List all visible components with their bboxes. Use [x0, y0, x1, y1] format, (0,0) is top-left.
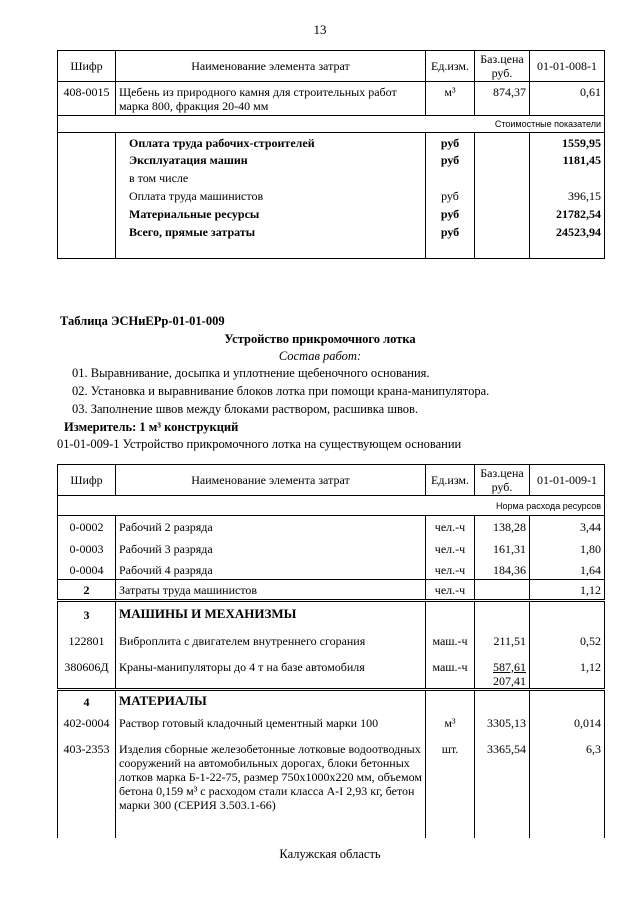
table-cell: 1,64: [530, 559, 605, 580]
table-cell: Затраты труда машинистов: [116, 580, 426, 601]
table-cell: 1181,45: [530, 151, 605, 169]
table-cell: чел.-ч: [426, 580, 475, 601]
table-cell: Раствор готовый кладочный цементный марки 100: [116, 714, 426, 740]
table-cell: МАШИНЫ И МЕХАНИЗМЫ: [116, 601, 426, 626]
table-cell: 184,36: [475, 559, 530, 580]
table-cell: 24523,94: [530, 223, 605, 259]
work-item: 03. Заполнение швов между блоками раствором, расшивка швов.: [72, 402, 419, 416]
table-cell: 1,12: [530, 650, 605, 690]
table-cell: Материальные ресурсы: [116, 205, 426, 223]
group-row: [58, 601, 605, 626]
table-row: [58, 538, 605, 559]
table-cell: 0-0003: [58, 538, 116, 559]
table-cell: руб: [426, 133, 475, 151]
table-row: [58, 82, 605, 116]
table-cell: Всего, прямые затраты: [116, 223, 426, 259]
table-cell: 3,44: [530, 516, 605, 538]
table-cell: 0,52: [530, 626, 605, 650]
header-name: Наименование элемента затрат: [116, 465, 426, 496]
section-label: Стоимостные показатели: [58, 116, 605, 133]
table-cell: 403-2353: [58, 740, 116, 838]
table-cell: чел.-ч: [426, 516, 475, 538]
table-cell: 3365,54: [475, 740, 530, 838]
table-cell: руб: [426, 187, 475, 205]
table-cell: 161,31: [475, 538, 530, 559]
table-cell: 0-0004: [58, 559, 116, 580]
table-cell: 4: [58, 690, 116, 714]
work-code-line: 01-01-009-1 Устройство прикромочного лотка на существующем основании: [57, 437, 462, 451]
table-cell: шт.: [426, 740, 475, 838]
table-cell: руб: [426, 223, 475, 259]
header-price: Баз.цена руб.: [475, 465, 530, 496]
header-work-code: 01-01-009-1: [530, 465, 605, 496]
table-cell: Рабочий 3 разряда: [116, 538, 426, 559]
resource-table-1: [57, 50, 605, 259]
table-cell: 211,51: [475, 626, 530, 650]
table-cell: м³: [426, 714, 475, 740]
table-row: [58, 714, 605, 740]
table-cell: [530, 169, 605, 187]
group-row: [58, 690, 605, 714]
table-cell: Оплата труда машинистов: [116, 187, 426, 205]
table-cell: 0,61: [530, 82, 605, 116]
cost-row: [58, 133, 605, 151]
table-row: 380606Д Краны-манипуляторы до 4 т на базе автомобиля маш.-ч 587,61 207,41 1,12: [58, 650, 605, 690]
cost-row: [58, 205, 605, 223]
table-cell: 3: [58, 601, 116, 626]
table-cell: маш.-ч: [426, 626, 475, 650]
work-item: 01. Выравнивание, досыпка и уплотнение щебеночного основания.: [72, 366, 430, 380]
table-cell: Рабочий 4 разряда: [116, 559, 426, 580]
table-cell: МАТЕРИАЛЫ: [116, 690, 426, 714]
cost-row: [58, 187, 605, 205]
header-unit: Ед.изм.: [426, 51, 475, 82]
table-cell: [426, 169, 475, 187]
table-cell: 122801: [58, 626, 116, 650]
measure: Измеритель: 1 м³ конструкций: [64, 420, 239, 434]
table-cell: 408-0015: [58, 82, 116, 116]
table-cell: руб: [426, 151, 475, 169]
work-item: 02. Установка и выравнивание блоков лотка при помощи крана-манипулятора.: [72, 384, 490, 398]
table-cell: руб: [426, 205, 475, 223]
table-cell: 0-0002: [58, 516, 116, 538]
cost-row: [58, 223, 605, 259]
composition-title: Состав работ:: [278, 349, 362, 363]
table-cell: Оплата труда рабочих-строителей: [116, 133, 426, 151]
table-cell: 2: [58, 580, 116, 601]
table-cell: Рабочий 2 разряда: [116, 516, 426, 538]
table-row: [58, 580, 605, 601]
table-cell: 0,014: [530, 714, 605, 740]
resource-table-2: [57, 464, 605, 838]
table-cell: маш.-ч: [426, 650, 475, 690]
table-cell: 6,3: [530, 740, 605, 838]
table-cell: 138,28: [475, 516, 530, 538]
table-cell: 1,80: [530, 538, 605, 559]
header-unit: Ед.изм.: [426, 465, 475, 496]
table-cell: 3305,13: [475, 714, 530, 740]
table-cell: 874,37: [475, 82, 530, 116]
table-cell: 402-0004: [58, 714, 116, 740]
table-row: [58, 626, 605, 650]
table-cell: Эксплуатация машин: [116, 151, 426, 169]
footer-region: Калужская область: [279, 847, 381, 861]
header-work-code: 01-01-008-1: [530, 51, 605, 82]
header-code: Шифр: [58, 465, 116, 496]
section-heading: Устройство прикромочного лотка: [224, 332, 416, 346]
table-cell: 1559,95: [530, 133, 605, 151]
section-label: Норма расхода ресурсов: [58, 496, 605, 516]
page-number: 13: [313, 22, 327, 37]
cost-row: [58, 151, 605, 169]
header-code: Шифр: [58, 51, 116, 82]
table-row: [58, 559, 605, 580]
table-cell: 380606Д: [58, 650, 116, 690]
table-cell: Краны-манипуляторы до 4 т на базе автомобиля: [116, 650, 426, 690]
table-title: Таблица ЭСНиЕРр-01-01-009: [60, 314, 225, 328]
header-name: Наименование элемента затрат: [116, 51, 426, 82]
header-price: Баз.цена руб.: [475, 51, 530, 82]
table-cell: м³: [426, 82, 475, 116]
table-cell: чел.-ч: [426, 538, 475, 559]
table-cell: Виброплита с двигателем внутреннего сгорания: [116, 626, 426, 650]
cost-row: [58, 169, 605, 187]
table-row: [58, 740, 605, 838]
table-row: [58, 516, 605, 538]
table-cell: 396,15: [530, 187, 605, 205]
table-cell: 21782,54: [530, 205, 605, 223]
table-cell: Изделия сборные железобетонные лотковые водоотводных сооружений на автомобильных дорогах, блоки бетонных лотков марка Б-1-22-75, размер 750х1000х220 мм, объемом бетона 0,159 м³ с расходом стали класса А-I 2,93 кг, бетон марки 300 (СЕРИЯ 3.503.1-66): [116, 740, 426, 838]
table-cell: 1,12: [530, 580, 605, 601]
table-cell: Щебень из природного камня для строительных работ марка 800, фракция 20-40 мм: [116, 82, 426, 116]
table-cell: в том числе: [116, 169, 426, 187]
table-cell: чел.-ч: [426, 559, 475, 580]
